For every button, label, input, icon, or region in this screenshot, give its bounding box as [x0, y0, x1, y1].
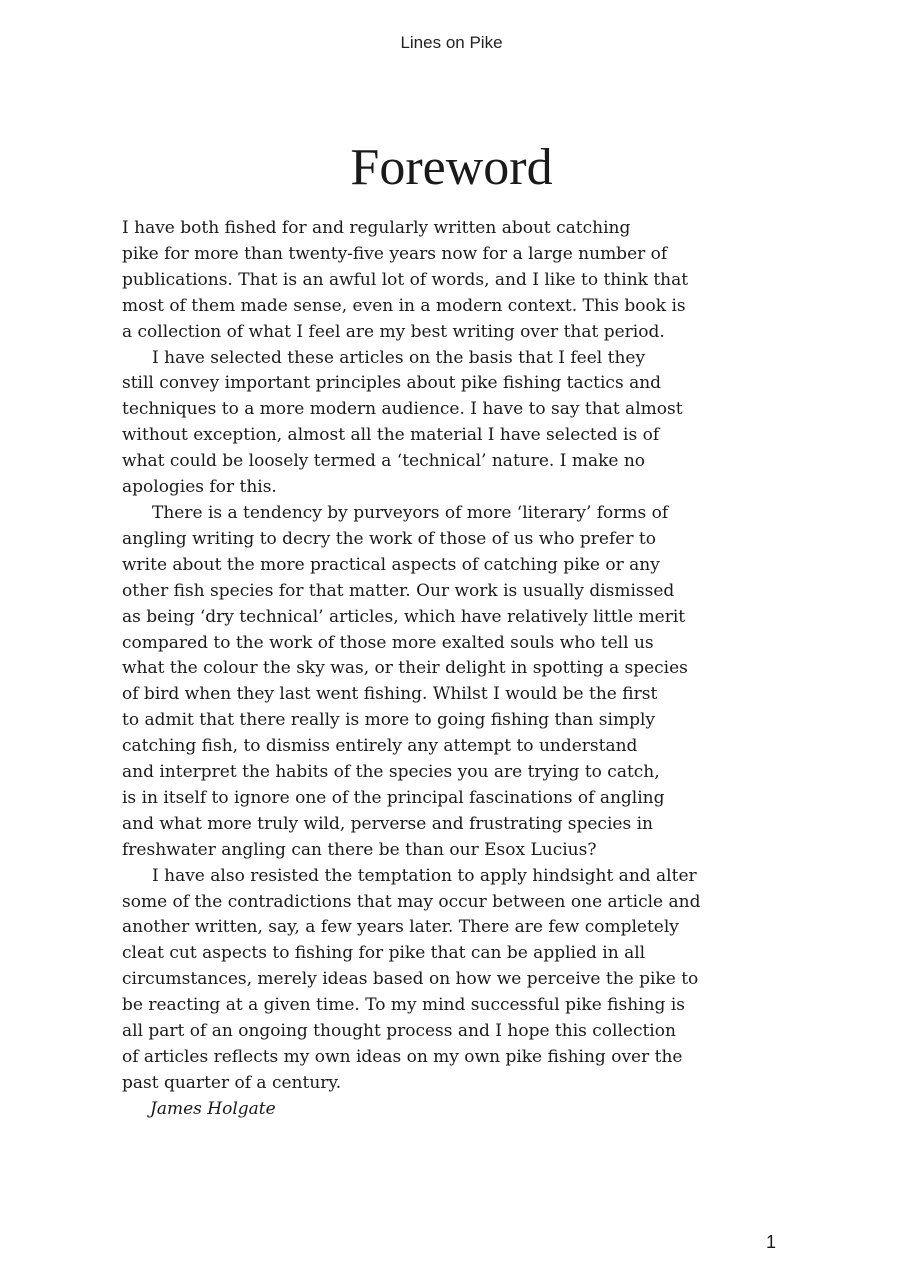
text-line: all part of an ongoing thought process and I hope this collection [122, 1021, 676, 1042]
text-line: I have also resisted the temptation to apply hindsight and alter [152, 865, 697, 886]
text-line: There is a tendency by purveyors of more ‘literary’ forms of [152, 502, 669, 523]
text-line: circumstances, merely ideas based on how we perceive the pike to [122, 969, 699, 990]
chapter-title: Foreword [350, 139, 553, 196]
text-line: freshwater angling can there be than our Esox Lucius? [122, 839, 597, 860]
text-line: past quarter of a century. [122, 1072, 342, 1093]
paragraph-2 [122, 346, 772, 501]
author-signature: James Holgate [150, 1098, 276, 1119]
text-line: another written, say, a few years later. There are few completely [122, 917, 679, 938]
text-line: to admit that there really is more to going fishing than simply [122, 710, 655, 731]
text-line: pike for more than twenty-five years now for a large number of [122, 243, 668, 264]
foreword-body [122, 216, 772, 1123]
text-line: and what more truly wild, perverse and frustrating species in [122, 813, 653, 834]
text-line: what the colour the sky was, or their delight in spotting a species [122, 658, 688, 679]
text-line: be reacting at a given time. To my mind successful pike fishing is [122, 995, 686, 1016]
text-line: compared to the work of those more exalted souls who tell us [122, 632, 654, 653]
page-number: 1 [766, 1232, 777, 1252]
text-line: some of the contradictions that may occur between one article and [122, 891, 701, 912]
text-line: apologies for this. [122, 477, 277, 498]
text-line: without exception, almost all the material I have selected is of [122, 425, 660, 446]
text-line: publications. That is an awful lot of words, and I like to think that [122, 269, 689, 290]
text-line: techniques to a more modern audience. I have to say that almost [122, 399, 683, 420]
text-line: angling writing to decry the work of those of us who prefer to [122, 528, 656, 549]
paragraph-3 [122, 501, 772, 864]
text-line: other fish species for that matter. Our work is usually dismissed [122, 580, 675, 601]
running-head: Lines on Pike [400, 33, 503, 52]
text-line: what could be loosely termed a ‘technical’ nature. I make no [122, 451, 646, 472]
text-line: catching fish, to dismiss entirely any attempt to understand [122, 736, 638, 757]
paragraph-4 [122, 864, 772, 1097]
text-line: most of them made sense, even in a modern context. This book is [122, 295, 686, 316]
text-line: as being ‘dry technical’ articles, which have relatively little merit [122, 606, 686, 627]
paragraph-1 [122, 216, 772, 346]
text-line: still convey important principles about pike fishing tactics and [122, 373, 662, 394]
text-line: write about the more practical aspects of catching pike or any [122, 554, 660, 575]
text-line: and interpret the habits of the species you are trying to catch, [122, 762, 660, 783]
text-line: I have selected these articles on the basis that I feel they [152, 347, 646, 368]
text-line: I have both fished for and regularly written about catching [122, 218, 631, 238]
text-line: is in itself to ignore one of the principal fascinations of angling [122, 787, 665, 808]
text-line: cleat cut aspects to fishing for pike that can be applied in all [122, 943, 646, 964]
text-line: a collection of what I feel are my best writing over that period. [122, 321, 665, 342]
text-line: of bird when they last went fishing. Whilst I would be the first [122, 684, 658, 705]
text-line: of articles reflects my own ideas on my own pike fishing over the [122, 1047, 683, 1067]
